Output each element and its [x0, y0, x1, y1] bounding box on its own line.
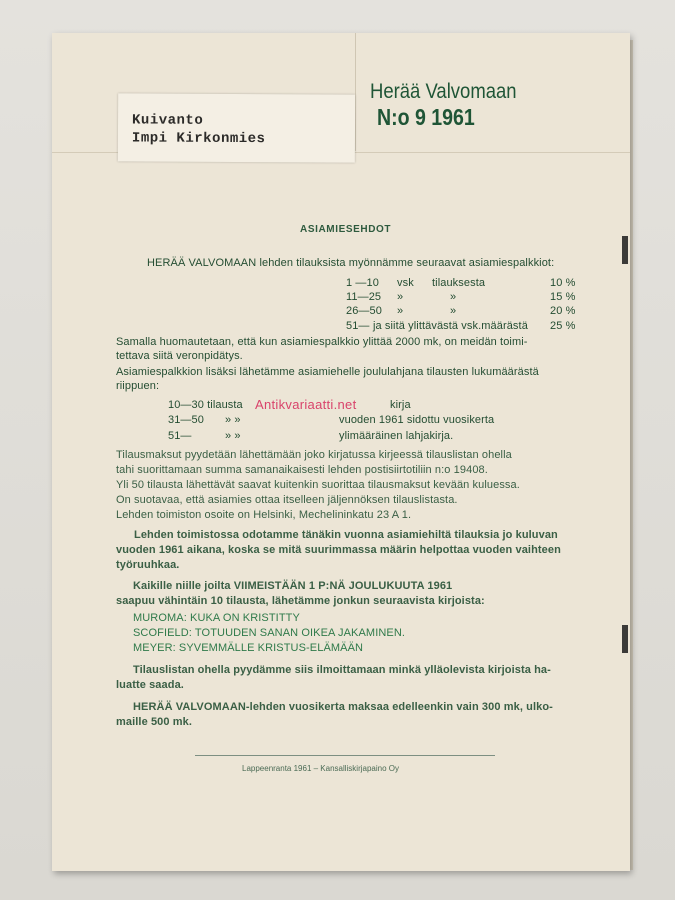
payment-line: Tilausmaksut pyydetään lähettämään joko kirjatussa kirjeessä tilauslistan ohella: [116, 449, 512, 461]
address-label: [118, 93, 355, 162]
printer-footer: Lappeenranta 1961 – Kansalliskirjapaino Oy: [242, 764, 399, 773]
gift-item: kirja: [390, 399, 411, 411]
book-title: MEYER: SYVEMMÄLLE KRISTUS-ELÄMÄÄN: [133, 642, 364, 654]
payment-line: Yli 50 tilausta lähettävät saavat kuitenkin suorittaa tilausmaksut kevään kuluessa.: [116, 479, 520, 491]
payment-line: Lehden toimiston osoite on Helsinki, Mechelininkatu 23 A 1.: [116, 509, 412, 521]
gift-range: 31—50: [168, 414, 204, 426]
fold-line: [355, 33, 356, 151]
request-line: Tilauslistan ohella pyydämme siis ilmoittamaan minkä ylläolevista kirjoista ha-: [133, 664, 551, 676]
note-line: Asiamiespalkkion lisäksi lähetämme asiamiehelle joululahjana tilausten lukumäärästä: [116, 366, 539, 378]
note-line: riippuen:: [116, 380, 160, 392]
commission-unit: »: [397, 291, 404, 303]
binding-mark: [622, 625, 628, 653]
payment-line: tahi suorittamaan summa samanaikaisesti lehden postisiirtotiliin n:o 19408.: [116, 464, 488, 476]
commission-unit: »: [397, 305, 404, 317]
commission-desc: tilauksesta: [432, 277, 486, 289]
note-line: tettava siitä veronpidätys.: [116, 350, 243, 362]
hope-line: vuoden 1961 aikana, koska se mitä suurimmassa määrin helpottaa vuoden vaihteen: [116, 544, 561, 556]
watermark-stamp: Antikvariaatti.net: [255, 397, 357, 412]
commission-range: 26—50: [346, 305, 382, 317]
commission-percent: 10 %: [550, 277, 576, 289]
hope-line: Lehden toimistossa odotamme tänäkin vuonna asiamiehiltä tilauksia jo kuluvan: [134, 529, 558, 541]
footer-rule: [195, 755, 495, 756]
offer-line: saapuu vähintäin 10 tilausta, lähetämme jonkun seuraavista kirjoista:: [116, 595, 485, 607]
price-line: HERÄÄ VALVOMAAN-lehden vuosikerta maksaa edelleenkin vain 300 mk, ulko-: [133, 701, 553, 713]
publication-title: Herää Valvomaan: [370, 80, 517, 103]
commission-desc: ja siitä ylittävästä vsk.määrästä: [373, 320, 528, 332]
commission-range: 51—: [346, 320, 370, 332]
hope-line: työruuhkaa.: [116, 559, 180, 571]
offer-line: Kaikille niille joilta VIIMEISTÄÄN 1 P:NÄ JOULUKUUTA 1961: [133, 580, 453, 592]
commission-range: 11—25: [346, 291, 382, 303]
commission-percent: 15 %: [550, 291, 576, 303]
commission-percent: 25 %: [550, 320, 576, 332]
label-line-1: Kuivanto: [131, 112, 204, 129]
price-line: maille 500 mk.: [116, 716, 193, 728]
book-title: SCOFIELD: TOTUUDEN SANAN OIKEA JAKAMINEN.: [133, 627, 406, 639]
gift-range: 51—: [168, 430, 192, 442]
commission-percent: 20 %: [550, 305, 576, 317]
commission-range: 1 —10: [346, 277, 379, 289]
gift-ditto: » »: [225, 414, 241, 426]
commission-desc: »: [450, 305, 457, 317]
request-line: luatte saada.: [116, 679, 184, 691]
book-title: MUROMA: KUKA ON KRISTITTY: [133, 612, 300, 624]
label-line-2: Impi Kirkonmies: [131, 130, 266, 148]
gift-item: ylimääräinen lahjakirja.: [339, 430, 454, 442]
commission-desc: »: [450, 291, 457, 303]
issue-number: N:o 9 1961: [377, 104, 475, 130]
payment-line: On suotavaa, että asiamies ottaa itselleen jäljennöksen tilauslistasta.: [116, 494, 458, 506]
intro-text: HERÄÄ VALVOMAAN lehden tilauksista myönnämme seuraavat asiamiespalkkiot:: [147, 257, 555, 269]
commission-unit: vsk: [397, 277, 414, 289]
gift-ditto: » »: [225, 430, 241, 442]
binding-mark: [622, 236, 628, 264]
note-line: Samalla huomautetaan, että kun asiamiespalkkio ylittää 2000 mk, on meidän toimi-: [116, 336, 528, 348]
page-heading: ASIAMIESEHDOT: [300, 224, 392, 235]
gift-range: 10—30 tilausta: [168, 399, 243, 411]
gift-item: vuoden 1961 sidottu vuosikerta: [339, 414, 495, 426]
